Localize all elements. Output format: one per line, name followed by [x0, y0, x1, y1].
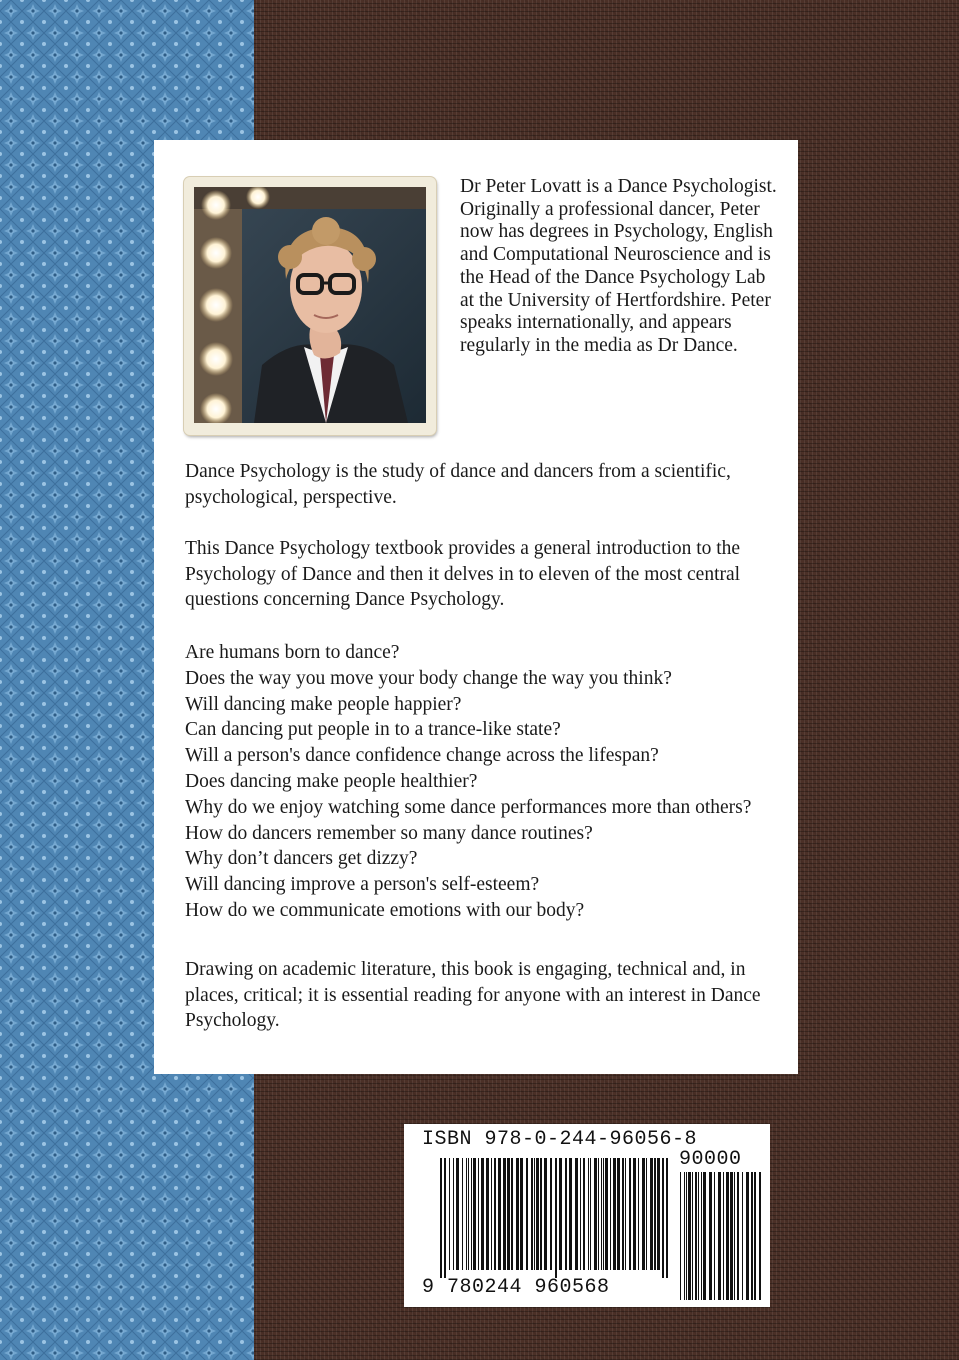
list-item: Will dancing improve a person's self-esteem? — [185, 874, 540, 896]
list-item: Are humans born to dance? — [185, 642, 400, 663]
back-cover-text-card — [154, 140, 798, 1074]
isbn-label: ISBN 978-0-244-96056-8 — [422, 1128, 698, 1151]
list-item: How do dancers remember so many dance routines? — [185, 822, 593, 844]
list-item: Will dancing make people happier? — [185, 693, 462, 715]
isbn-barcode — [404, 1124, 770, 1307]
question-list — [185, 640, 785, 924]
author-photo-frame — [184, 177, 436, 435]
list-item: Will a person's dance confidence change across the lifespan? — [185, 745, 659, 767]
list-item: Does the way you move your body change the way you think? — [185, 667, 672, 689]
list-item: Can dancing put people in to a trance-like state? — [185, 719, 561, 741]
ean-number: 9 780244 960568 — [422, 1276, 610, 1299]
barcode-addon-number: 90000 — [679, 1148, 742, 1171]
description-paragraph: This Dance Psychology textbook provides a general introduction to the Psychology of Dance and then it delves in to eleven of the most central questions concerning Dance Psychology. — [185, 538, 741, 610]
list-item: How do we communicate emotions with our body? — [185, 899, 585, 921]
closing-paragraph: Drawing on academic literature, this book is engaging, technical and, in places, critical; it is essential reading for anyone with an interest in Dance Psychology. — [185, 959, 761, 1031]
author-photo — [194, 187, 426, 423]
intro-paragraph: Dance Psychology is the study of dance and dancers from a scientific, psychological, perspective. — [185, 461, 731, 508]
list-item: Why don’t dancers get dizzy? — [185, 848, 418, 870]
author-bio: Dr Peter Lovatt is a Dance Psychologist. Originally a professional dancer, Peter now has degrees in Psychology, English and Computational Neuroscience and is the Head of the Dance Psychology Lab at the University of Hertfordshire. Peter speaks internationally, and appears regularly in the media as Dr Dance. — [460, 176, 777, 356]
list-item: Does dancing make people healthier? — [185, 770, 478, 792]
list-item: Why do we enjoy watching some dance performances more than others? — [185, 796, 752, 818]
